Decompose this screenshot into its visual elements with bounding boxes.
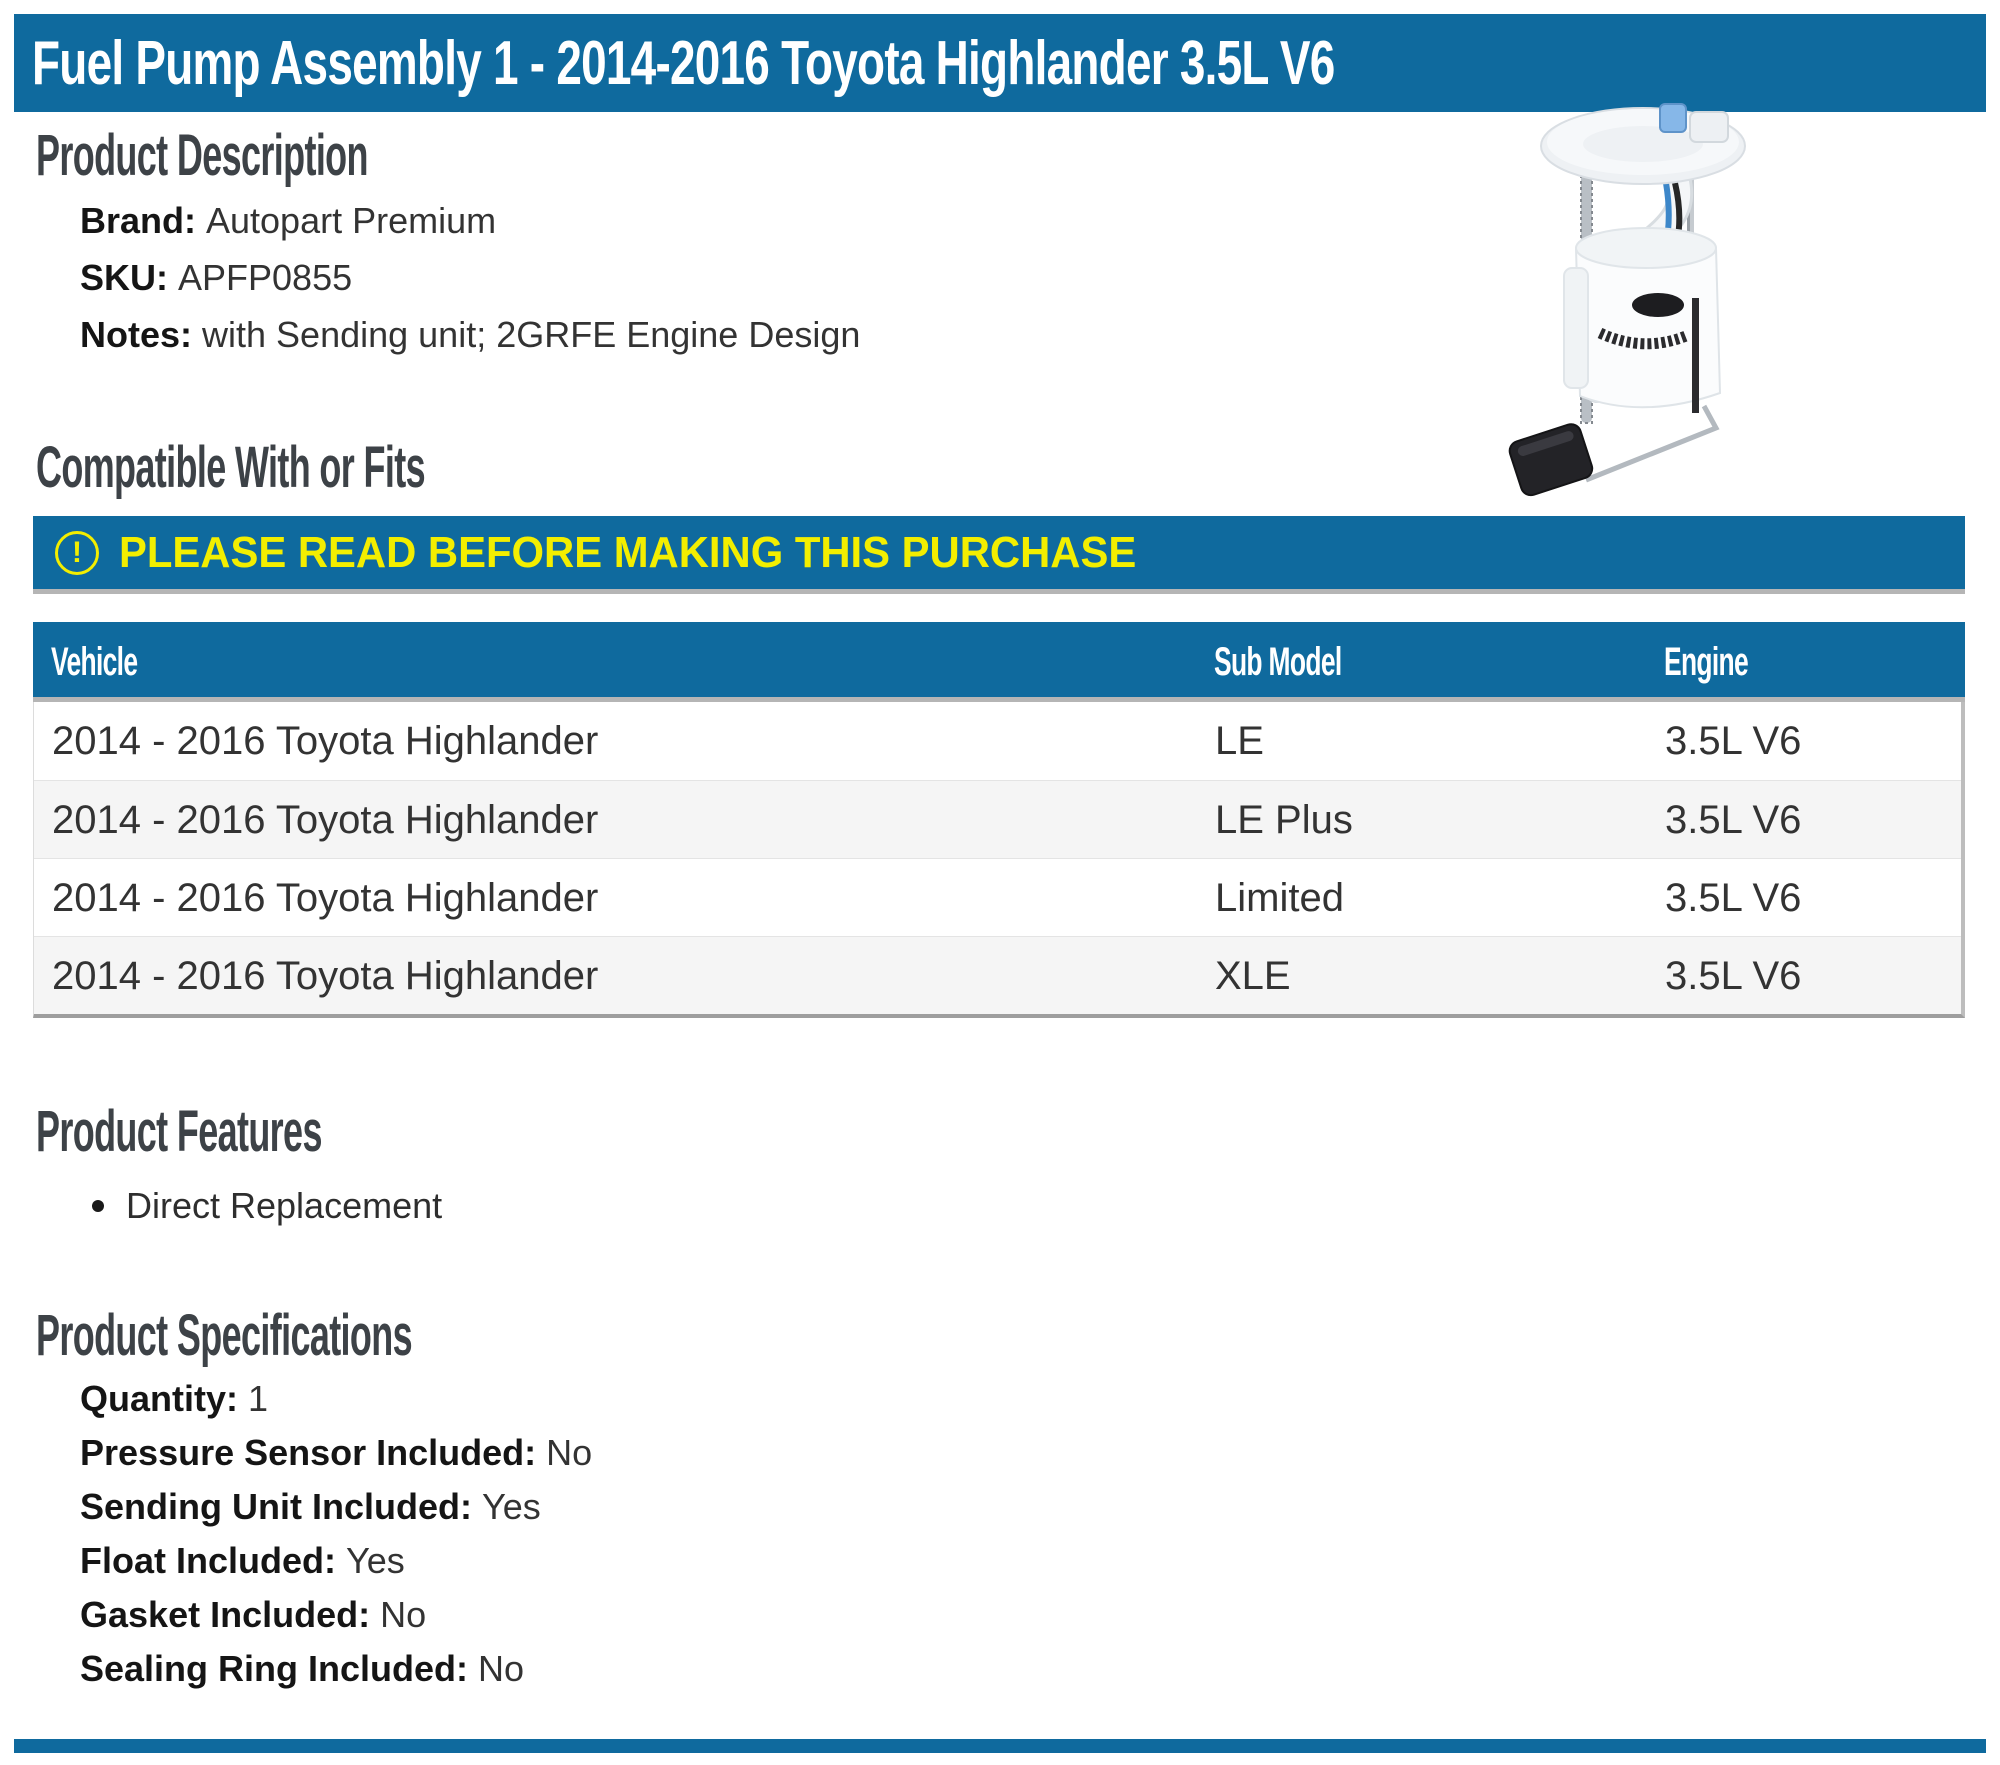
cell-vehicle: 2014 - 2016 Toyota Highlander [52, 798, 599, 842]
sealing-ring-field [80, 1642, 592, 1696]
fitment-table-body [33, 702, 1965, 1018]
pump-blue-cap [1660, 104, 1686, 132]
fuel-float [1507, 422, 1595, 498]
quantity-field [80, 1372, 592, 1426]
description-field-list [80, 192, 860, 363]
cell-engine: 3.5L V6 [1665, 798, 1802, 842]
gasket-included-value: No [380, 1594, 427, 1635]
pump-grommet [1632, 293, 1684, 317]
column-header-sub-model: Sub Model [1214, 640, 1342, 684]
fuel-pump-assembly-illustration [1468, 98, 1812, 518]
product-photo [1468, 98, 1812, 518]
sealing-ring-label: Sealing Ring Included: [80, 1648, 479, 1689]
cell-vehicle: 2014 - 2016 Toyota Highlander [52, 719, 599, 763]
table-row [34, 858, 1961, 936]
cell-sub-model: XLE [1215, 954, 1291, 998]
sending-unit-value: Yes [481, 1486, 541, 1527]
cell-engine: 3.5L V6 [1665, 719, 1802, 763]
sku-field [80, 249, 860, 306]
pressure-sensor-value: No [546, 1432, 593, 1473]
sender-rail [1692, 298, 1699, 413]
notes-label: Notes: [80, 314, 203, 355]
table-row [34, 936, 1961, 1014]
warning-text: PLEASE READ BEFORE MAKING THIS PURCHASE [119, 527, 1137, 577]
sku-value: APFP0855 [178, 257, 353, 298]
cell-sub-model: LE [1215, 719, 1264, 763]
brand-label: Brand: [80, 200, 206, 241]
exclamation-circle-icon: ! [55, 531, 99, 575]
cell-vehicle: 2014 - 2016 Toyota Highlander [52, 876, 599, 920]
cell-sub-model: LE Plus [1215, 798, 1353, 842]
product-title: Fuel Pump Assembly 1 - 2014-2016 Toyota Highlander 3.5L V6 [32, 28, 1335, 98]
float-included-value: Yes [346, 1540, 405, 1581]
column-header-vehicle: Vehicle [51, 640, 138, 684]
brand-field [80, 192, 860, 249]
cell-sub-model: Limited [1215, 876, 1344, 920]
cell-engine: 3.5L V6 [1665, 954, 1802, 998]
float-included-label: Float Included: [80, 1540, 346, 1581]
cell-engine: 3.5L V6 [1665, 876, 1802, 920]
quantity-value: 1 [248, 1378, 269, 1419]
notes-field [80, 306, 860, 363]
warning-banner [33, 516, 1965, 594]
quantity-label: Quantity: [80, 1378, 248, 1419]
column-header-engine: Engine [1664, 640, 1749, 684]
pressure-sensor-label: Pressure Sensor Included: [80, 1432, 547, 1473]
float-included-field [80, 1534, 592, 1588]
pressure-sensor-field [80, 1426, 592, 1480]
bullet-icon [92, 1200, 104, 1212]
fitment-table-header [33, 622, 1965, 702]
feature-text: Direct Replacement [126, 1185, 443, 1226]
brand-value: Autopart Premium [206, 200, 497, 241]
features-heading: Product Features [36, 1099, 322, 1164]
sending-unit-field [80, 1480, 592, 1534]
table-row [34, 780, 1961, 858]
fitment-table [33, 622, 1965, 1018]
feature-list-item [92, 1180, 442, 1232]
float-arm [1586, 406, 1716, 480]
specification-field-list [80, 1372, 592, 1696]
sku-label: SKU: [80, 257, 178, 298]
sending-unit-label: Sending Unit Included: [80, 1486, 482, 1527]
footer-divider-bar [14, 1739, 1986, 1753]
cell-vehicle: 2014 - 2016 Toyota Highlander [52, 954, 599, 998]
pump-port-fitting [1690, 112, 1728, 142]
sealing-ring-value: No [478, 1648, 525, 1689]
description-heading: Product Description [36, 123, 368, 188]
gasket-included-field [80, 1588, 592, 1642]
notes-value: with Sending unit; 2GRFE Engine Design [202, 314, 861, 355]
compatibility-heading: Compatible With or Fits [36, 435, 425, 500]
table-row [34, 702, 1961, 780]
gasket-included-label: Gasket Included: [80, 1594, 381, 1635]
specifications-heading: Product Specifications [36, 1303, 413, 1368]
